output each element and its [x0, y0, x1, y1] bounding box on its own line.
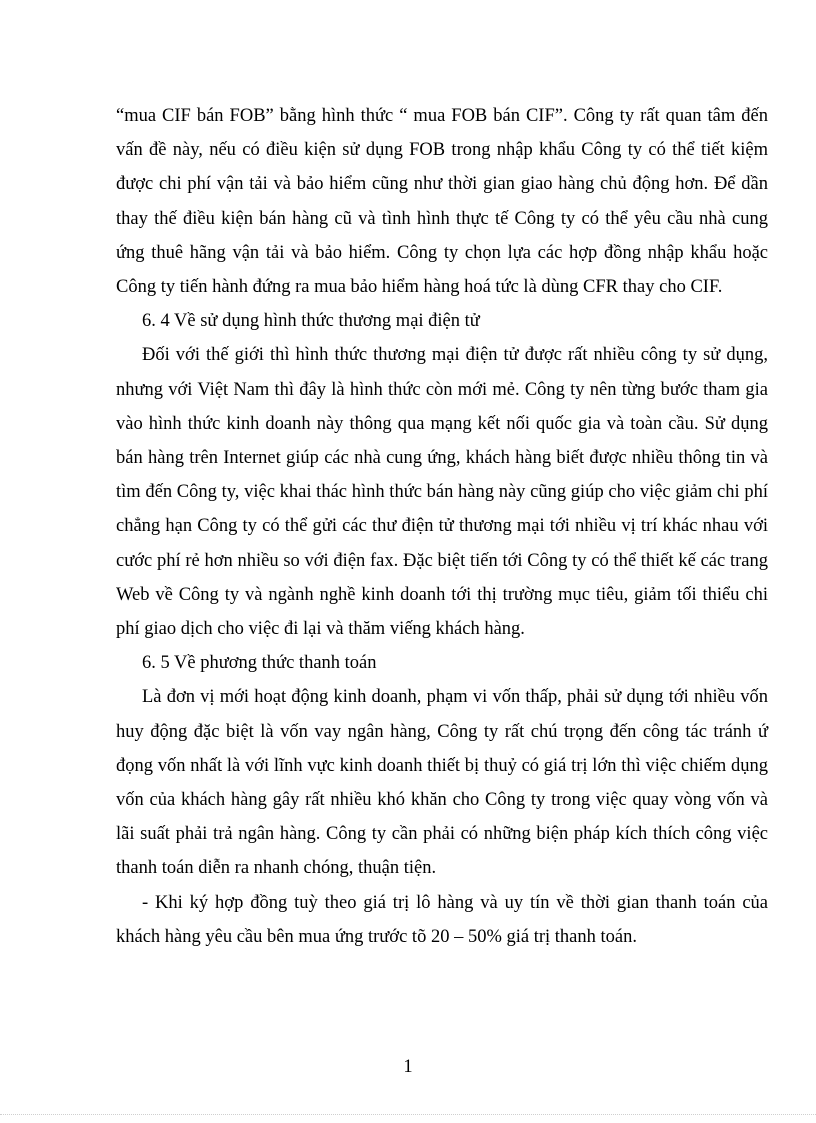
paragraph-payment: Là đơn vị mới hoạt động kinh doanh, phạm vi vốn thấp, phải sử dụng tới nhiều vốn huy động đặc biệt là vốn vay ngân hàng, Công ty rất chú trọng đến công tác tránh ứ đọng vốn nhất là với lĩnh vực kinh doanh thiết bị thuỷ có giá trị lớn thì việc chiếm dụng vốn của khách hàng gây rất nhiều khó khăn cho Công ty trong việc quay vòng vốn và lãi suất phải trả ngân hàng. Công ty cần phải có những biện pháp kích thích công việc thanh toán diễn ra nhanh chóng, thuận tiện.	[116, 687, 768, 879]
paragraph-payment-advance: - Khi ký hợp đồng tuỳ theo giá trị lô hàng và uy tín về thời gian thanh toán của khách hàng yêu cầu bên mua ứng trước tõ 20 – 50% giá trị thanh toán.	[116, 892, 768, 947]
document-body	[116, 99, 768, 954]
paragraph-ecommerce: Đối với thế giới thì hình thức thương mại điện tử được rất nhiều công ty sử dụng, nhưng với Việt Nam thì đây là hình thức còn mới mẻ. Công ty nên từng bước tham gia vào hình thức kinh doanh này thông qua mạng kết nối quốc gia và toàn cầu. Sử dụng bán hàng trên Internet giúp các nhà cung ứng, khách hàng biết được nhiều thông tin và tìm đến Công ty, việc khai thác hình thức bán hàng này cũng giúp cho việc giảm chi phí chẳng hạn Công ty có thể gửi các thư điện tử thương mại tới nhiều vị trí khác nhau với cước phí rẻ hơn nhiều so với điện fax. Đặc biệt tiến tới Công ty có thể thiết kế các trang Web về Công ty và ngành nghề kinh doanh tới thị trường mục tiêu, giảm tối thiểu chi phí giao dịch cho việc đi lại và thăm viếng khách hàng.	[116, 345, 768, 640]
paragraph-incoterms: “mua CIF bán FOB” bằng hình thức “ mua FOB bán CIF”. Công ty rất quan tâm đến vấn đề này, nếu có điều kiện sử dụng FOB trong nhập khẩu Công ty có thể tiết kiệm được chi phí vận tải và bảo hiểm cũng như thời gian giao hàng chủ động hơn. Để dần thay thế điều kiện bán hàng cũ và tình hình thực tế Công ty có thể yêu cầu nhà cung ứng thuê hãng vận tải và bảo hiểm. Công ty chọn lựa các hợp đồng nhập khẩu hoặc Công ty tiến hành đứng ra mua bảo hiểm hàng hoá tức là dùng CFR thay cho CIF.	[116, 106, 768, 298]
page-bottom-divider	[0, 1114, 816, 1115]
section-heading-ecommerce: 6. 4 Về sử dụng hình thức thương mại điện tử	[142, 311, 480, 332]
page-number: 1	[403, 1057, 413, 1077]
section-heading-payment: 6. 5 Về phương thức thanh toán	[142, 653, 377, 674]
